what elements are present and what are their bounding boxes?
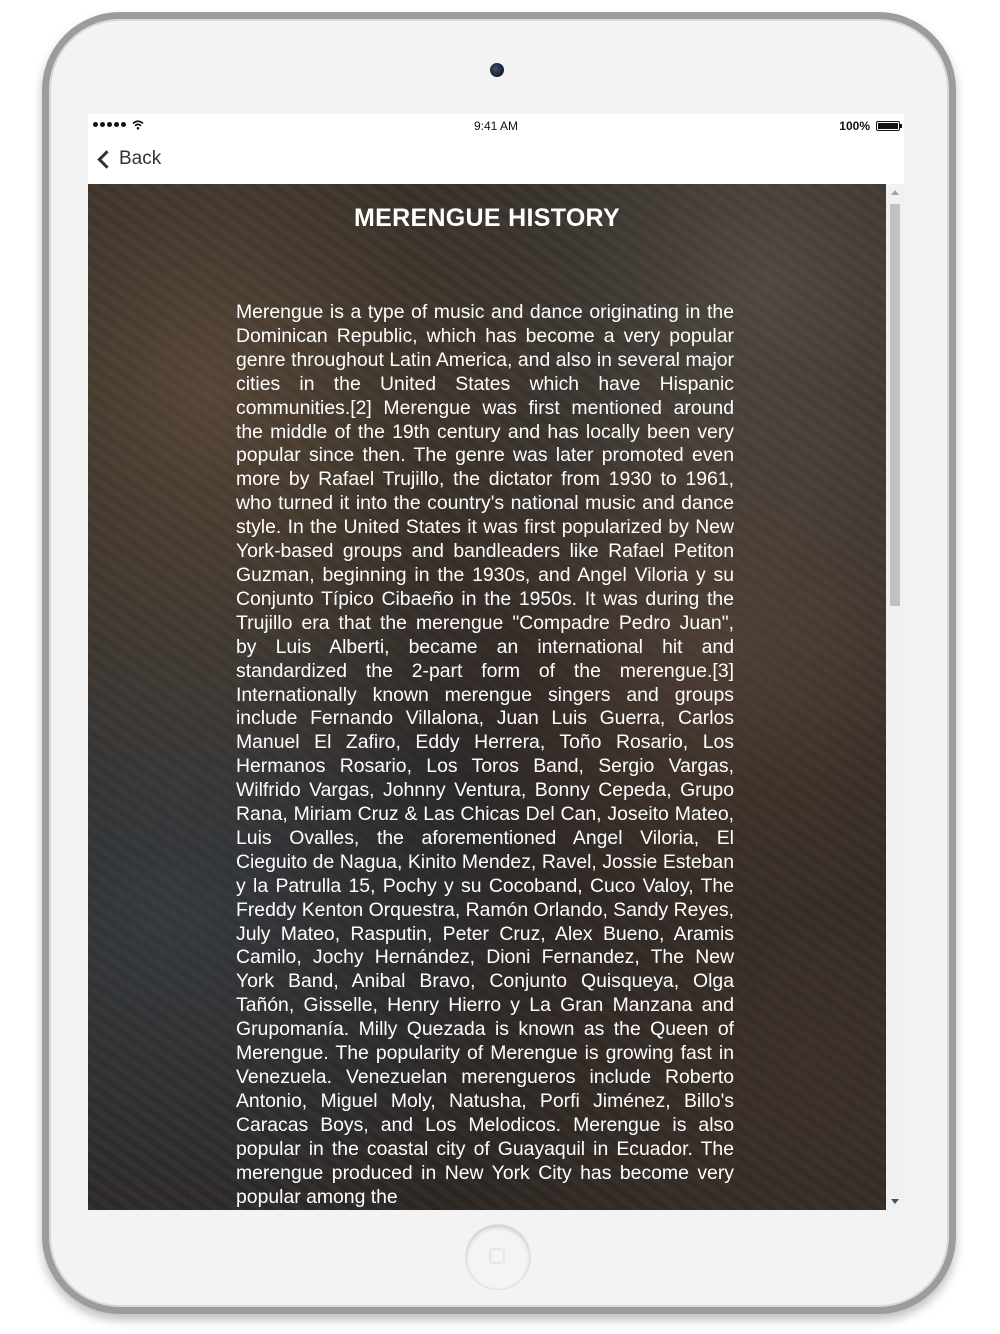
scroll-up-arrow-icon[interactable] <box>891 190 899 195</box>
status-bar <box>88 114 904 138</box>
back-label: Back <box>119 148 162 169</box>
screen <box>88 114 904 1210</box>
scroll-down-arrow-icon[interactable] <box>891 1199 899 1204</box>
home-button[interactable] <box>466 1225 530 1289</box>
home-square-icon <box>489 1248 505 1264</box>
page-title: MERENGUE HISTORY <box>354 204 620 232</box>
scroll-thumb[interactable] <box>890 204 900 606</box>
vertical-scrollbar[interactable] <box>886 184 904 1210</box>
status-time: 9:41 AM <box>473 119 519 133</box>
chevron-left-icon <box>97 150 115 168</box>
navigation-bar <box>88 138 904 184</box>
camera-icon <box>490 63 504 77</box>
back-button[interactable] <box>94 148 161 170</box>
article-view[interactable] <box>88 184 886 1210</box>
battery-icon <box>876 121 900 131</box>
article-body: Merengue is a type of music and dance originating in the Dominican Republic, which has become a very popular genre throughout Latin America, and also in several major cities in the United States which have Hispanic communities.[2] Merengue was first mentioned around the middle of the 19th century and has locally been very popular since then. The genre was later promoted even more by Rafael Trujillo, the dictator from 1930 to 1961, who turned it into the country's national music and dance style. In the United States it was first popularized by New York-based groups and bandleaders like Rafael Petiton Guzman, beginning in the 1930s, and Angel Viloria y su Conjunto Típico Cibaeño in the 1950s. It was during the Trujillo era that the merengue "Compadre Pedro Juan", by Luis Alberti, became an international hit and standardized the 2-part form of the merengue.[3] Internationally known merengue singers and groups include Fernando Villalona, Juan Luis Guerra, Carlos Manuel El Zafiro, Eddy Herrera, Toño Rosario, Los Hermanos Rosario, Los Toros Band, Sergio Vargas, Wilfrido Vargas, Johnny Ventura, Bonny Cepeda, Grupo Rana, Miriam Cruz & Las Chicas Del Can, Joseito Mateo, Luis Ovalles, the aforementioned Angel Viloria, El Cieguito de Nagua, Kinito Mendez, Ravel, Jossie Esteban y la Patrulla 15, Pochy y su Cocoband, Cuco Valoy, The Freddy Kenton Orquestra, Ramón Orlando, Sandy Reyes, July Mateo, Rasputin, Peter Cruz, Alex Bueno, Aramis Camilo, Jochy Hernández, Dioni Fernandez, The New York Band, Anibal Bravo, Conjunto Quisqueya, Olga Tañón, Gisselle, Henry Hierro y La Gran Manzana and Grupomanía. Milly Quezada is known as the Queen of Merengue. The popularity of Merengue is growing fast in Venezuela. Venezuelan merengueros include Roberto Antonio, Miguel Moly, Natusha, Porfi Jiménez, Billo's Caracas Boys, and Los Melodicos. Merengue is also popular in the coastal city of Guayaquil in Ecuador. The merengue produced in New York City has become very popular among the <box>236 301 734 1208</box>
battery-percent: 100% <box>839 119 870 133</box>
